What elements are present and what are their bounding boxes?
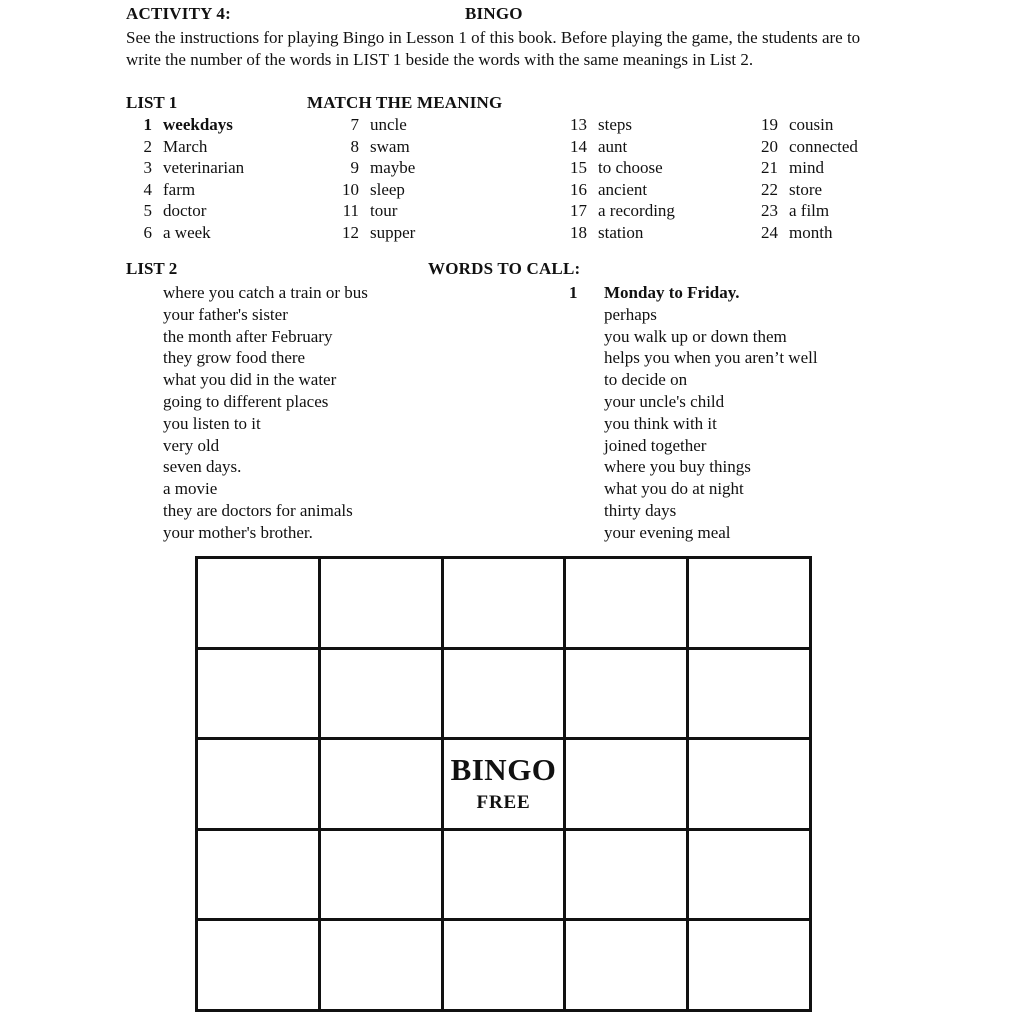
words-to-call-phrase xyxy=(604,478,818,500)
bingo-free-cell[interactable] xyxy=(444,740,567,831)
words-to-call-phrase xyxy=(604,347,818,369)
list2-phrase: you listen to it xyxy=(163,413,261,433)
words-to-call-phrase xyxy=(604,391,818,413)
words-to-call-phrase xyxy=(604,435,818,457)
word-number: 6 xyxy=(143,222,152,242)
word-text: month xyxy=(789,222,833,242)
word-entry xyxy=(333,200,415,222)
words-to-call-phrase xyxy=(604,500,818,522)
word-number: 3 xyxy=(143,158,152,177)
list2-phrase: very old xyxy=(163,435,220,455)
word-text: March xyxy=(163,136,208,156)
word-entry xyxy=(561,157,675,179)
word-entry xyxy=(752,222,858,244)
word-text: connected xyxy=(789,136,858,156)
word-text: mind xyxy=(789,158,824,177)
bingo-cell[interactable] xyxy=(198,559,321,650)
words-to-call-text: perhaps xyxy=(604,304,657,324)
words-to-call-phrase xyxy=(604,522,818,544)
word-entry xyxy=(561,200,675,222)
bingo-cell[interactable] xyxy=(321,650,444,741)
bingo-cell[interactable] xyxy=(689,559,812,650)
words-to-call-text: joined together xyxy=(604,435,707,455)
word-number: 13 xyxy=(570,115,587,134)
bingo-card-grid[interactable] xyxy=(195,556,812,1012)
bingo-cell[interactable] xyxy=(566,740,689,831)
word-number: 20 xyxy=(761,136,778,156)
words-to-call-phrase xyxy=(604,413,818,435)
bingo-cell[interactable] xyxy=(198,831,321,922)
word-entry xyxy=(333,179,415,201)
list2-phrase: they grow food there xyxy=(163,348,306,368)
words-to-call-heading: WORDS TO CALL: xyxy=(428,259,581,278)
word-entry xyxy=(333,114,415,136)
word-text: veterinarian xyxy=(163,158,245,177)
words-to-call-phrase xyxy=(604,304,818,326)
word-entry xyxy=(126,179,244,201)
word-text: a recording xyxy=(598,201,675,220)
bingo-cell[interactable] xyxy=(321,740,444,831)
word-number: 12 xyxy=(342,222,359,242)
word-entry xyxy=(561,222,675,244)
word-number: 22 xyxy=(761,179,778,199)
word-text: a film xyxy=(789,201,830,220)
list2-phrase: your mother's brother. xyxy=(163,522,313,542)
bingo-cell[interactable] xyxy=(689,650,812,741)
word-column-2 xyxy=(333,114,415,243)
word-text: steps xyxy=(598,115,632,134)
words-to-call-phrase xyxy=(604,369,818,391)
word-text: farm xyxy=(163,179,196,199)
word-text: tour xyxy=(370,201,398,220)
word-number: 24 xyxy=(761,222,778,242)
word-number: 11 xyxy=(342,201,359,220)
word-text: cousin xyxy=(789,115,834,134)
word-entry xyxy=(752,179,858,201)
bingo-cell[interactable] xyxy=(444,921,567,1012)
word-number: 2 xyxy=(143,136,152,156)
words-to-call-phrase xyxy=(569,282,818,304)
list1-heading: LIST 1 xyxy=(126,93,178,112)
word-entry xyxy=(126,136,244,158)
word-number: 5 xyxy=(143,201,152,220)
words-to-call-text: helps you when you aren’t well xyxy=(604,348,818,368)
bingo-cell[interactable] xyxy=(321,831,444,922)
list2-heading: LIST 2 xyxy=(126,259,178,278)
word-number: 4 xyxy=(143,179,152,199)
word-text: maybe xyxy=(370,158,416,177)
bingo-free-subtitle: FREE xyxy=(476,792,531,814)
word-entry xyxy=(126,222,244,244)
bingo-cell[interactable] xyxy=(444,650,567,741)
word-entry xyxy=(561,136,675,158)
bingo-cell[interactable] xyxy=(689,831,812,922)
word-entry xyxy=(561,114,675,136)
bingo-cell[interactable] xyxy=(444,559,567,650)
word-column-3 xyxy=(561,114,675,243)
words-to-call-text: thirty days xyxy=(604,500,677,520)
words-to-call-text: your uncle's child xyxy=(604,391,725,411)
list2-phrase: seven days. xyxy=(163,457,242,477)
word-text: to choose xyxy=(598,158,663,177)
word-entry xyxy=(333,136,415,158)
instructions-paragraph: See the instructions for playing Bingo in Lesson 1 of this book. Before playing the game, the students are to write the number of the words in LIST 1 beside the words with the same meanings in List 2. xyxy=(126,28,861,69)
word-entry xyxy=(752,114,858,136)
list2-phrase: the month after February xyxy=(163,326,333,346)
word-entry xyxy=(333,222,415,244)
bingo-cell[interactable] xyxy=(321,921,444,1012)
word-entry xyxy=(126,114,244,136)
word-number: 10 xyxy=(342,179,359,199)
word-number: 8 xyxy=(350,136,359,156)
word-entry xyxy=(561,179,675,201)
word-text: swam xyxy=(370,136,410,156)
word-entry xyxy=(333,157,415,179)
words-to-call-text: where you buy things xyxy=(604,457,751,477)
word-number: 7 xyxy=(350,115,359,134)
word-number: 18 xyxy=(570,222,587,242)
bingo-cell[interactable] xyxy=(198,650,321,741)
bingo-cell[interactable] xyxy=(566,650,689,741)
word-number: 17 xyxy=(570,201,587,220)
words-to-call-text: you think with it xyxy=(604,413,717,433)
words-to-call-phrases xyxy=(569,282,818,544)
list2-phrases xyxy=(163,282,368,544)
word-number: 9 xyxy=(350,158,359,177)
words-to-call-text: your evening meal xyxy=(604,522,731,542)
word-text: supper xyxy=(370,222,416,242)
word-column-1 xyxy=(126,114,244,243)
list2-phrase: a movie xyxy=(163,479,218,499)
word-text: weekdays xyxy=(163,115,233,134)
word-text: uncle xyxy=(370,115,407,134)
bingo-cell[interactable] xyxy=(198,740,321,831)
activity-label: ACTIVITY 4: xyxy=(126,4,231,23)
word-number: 23 xyxy=(761,201,778,220)
word-text: ancient xyxy=(598,179,648,199)
word-text: doctor xyxy=(163,201,207,220)
bingo-cell[interactable] xyxy=(321,559,444,650)
words-to-call-text: to decide on xyxy=(604,370,688,390)
words-to-call-number: 1 xyxy=(569,283,578,302)
word-text: a week xyxy=(163,222,211,242)
words-to-call-phrase xyxy=(604,326,818,348)
word-entry xyxy=(126,157,244,179)
word-columns xyxy=(0,114,1024,254)
match-the-meaning-heading: MATCH THE MEANING xyxy=(307,93,503,112)
word-text: aunt xyxy=(598,136,628,156)
bingo-cell[interactable] xyxy=(198,921,321,1012)
list2-phrase: where you catch a train or bus xyxy=(163,283,368,302)
word-number: 15 xyxy=(570,158,587,177)
bingo-cell[interactable] xyxy=(566,831,689,922)
word-entry xyxy=(752,200,858,222)
word-number: 21 xyxy=(761,158,778,177)
word-number: 16 xyxy=(570,179,587,199)
words-to-call-text: you walk up or down them xyxy=(604,326,787,346)
list2-phrase: they are doctors for animals xyxy=(163,500,353,520)
bingo-free-title: BINGO xyxy=(450,751,557,787)
list2-phrase: your father's sister xyxy=(163,304,288,324)
bingo-cell[interactable] xyxy=(444,831,567,922)
word-entry xyxy=(752,136,858,158)
word-number: 1 xyxy=(143,115,152,134)
header-row xyxy=(126,4,886,26)
word-text: store xyxy=(789,179,823,199)
word-entry xyxy=(126,200,244,222)
list2-phrase: what you did in the water xyxy=(163,370,337,390)
words-to-call-text: Monday to Friday. xyxy=(604,283,740,302)
bingo-cell[interactable] xyxy=(566,559,689,650)
bingo-cell[interactable] xyxy=(689,921,812,1012)
word-entry xyxy=(752,157,858,179)
words-to-call-text: what you do at night xyxy=(604,479,744,499)
word-column-4 xyxy=(752,114,858,243)
words-to-call-phrase xyxy=(604,456,818,478)
word-text: sleep xyxy=(370,179,405,199)
page-title: BINGO xyxy=(465,4,523,23)
word-number: 19 xyxy=(761,115,778,134)
word-text: station xyxy=(598,222,644,242)
list2-phrase: going to different places xyxy=(163,391,329,411)
bingo-cell[interactable] xyxy=(566,921,689,1012)
bingo-cell[interactable] xyxy=(689,740,812,831)
word-number: 14 xyxy=(570,136,587,156)
